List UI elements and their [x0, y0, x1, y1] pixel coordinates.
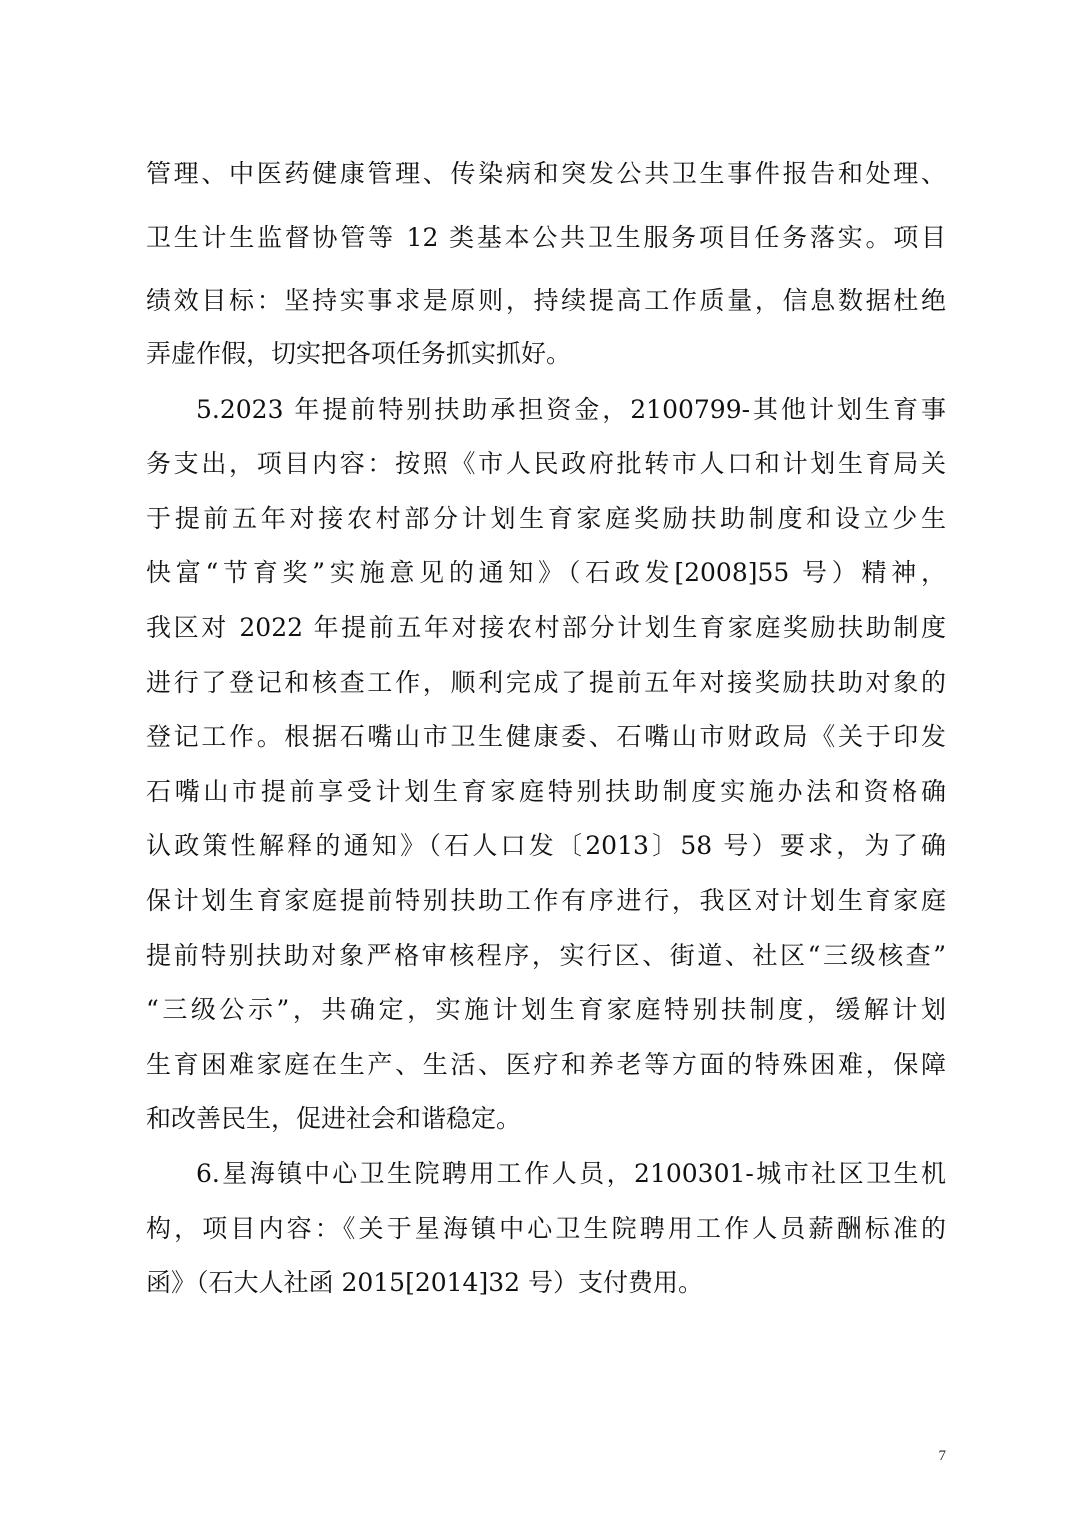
paragraph-line: 构，项目内容：《关于星海镇中心卫生院聘用工作人员薪酬标准的: [146, 1214, 946, 1243]
paragraph-line: 登记工作。根据石嘴山市卫生健康委、石嘴山市财政局《关于印发: [146, 722, 946, 751]
paragraph-line: 5.2023 年提前特别扶助承担资金，2100799-其他计划生育事: [196, 395, 946, 424]
paragraph-line: 弄虚作假，切实把各项任务抓实抓好。: [146, 339, 572, 368]
paragraph-line: 务支出，项目内容：按照《市人民政府批转市人口和计划生育局关: [146, 449, 946, 478]
paragraph-line: 生育困难家庭在生产、生活、医疗和养老等方面的特殊困难，保障: [146, 1050, 946, 1079]
paragraph-line: 我区对 2022 年提前五年对接农村部分计划生育家庭奖励扶助制度: [146, 613, 946, 642]
paragraph-line: 绩效目标：坚持实事求是原则，持续提高工作质量，信息数据杜绝: [146, 286, 946, 315]
paragraph-line: 6.星海镇中心卫生院聘用工作人员，2100301-城市社区卫生机: [196, 1159, 946, 1188]
paragraph-line: 进行了登记和核查工作，顺利完成了提前五年对接奖励扶助对象的: [146, 668, 946, 697]
paragraph-line: 和改善民生，促进社会和谐稳定。: [146, 1104, 522, 1133]
paragraph-line: 石嘴山市提前享受计划生育家庭特别扶助制度实施办法和资格确: [146, 777, 946, 806]
paragraph-line: 管理、中医药健康管理、传染病和突发公共卫生事件报告和处理、: [146, 159, 946, 188]
paragraph-line: 于提前五年对接农村部分计划生育家庭奖励扶助制度和设立少生: [146, 504, 946, 533]
paragraph-line: 保计划生育家庭提前特别扶助工作有序进行，我区对计划生育家庭: [146, 886, 946, 915]
paragraph-line: 函》（石大人社函 2015[2014]32 号）支付费用。: [146, 1268, 703, 1297]
paragraph-line: 快富“节育奖”实施意见的通知》（石政发[2008]55 号）精神，: [146, 558, 946, 587]
paragraph-line: 卫生计生监督协管等 12 类基本公共卫生服务项目任务落实。项目: [146, 223, 946, 252]
paragraph-line: “三级公示”，共确定，实施计划生育家庭特别扶制度，缓解计划: [146, 995, 946, 1024]
page-number: 7: [938, 1448, 946, 1464]
paragraph-line: 提前特别扶助对象严格审核程序，实行区、街道、社区“三级核查”: [146, 941, 946, 970]
paragraph-line: 认政策性解释的通知》（石人口发〔2013〕58 号）要求，为了确: [146, 831, 946, 860]
